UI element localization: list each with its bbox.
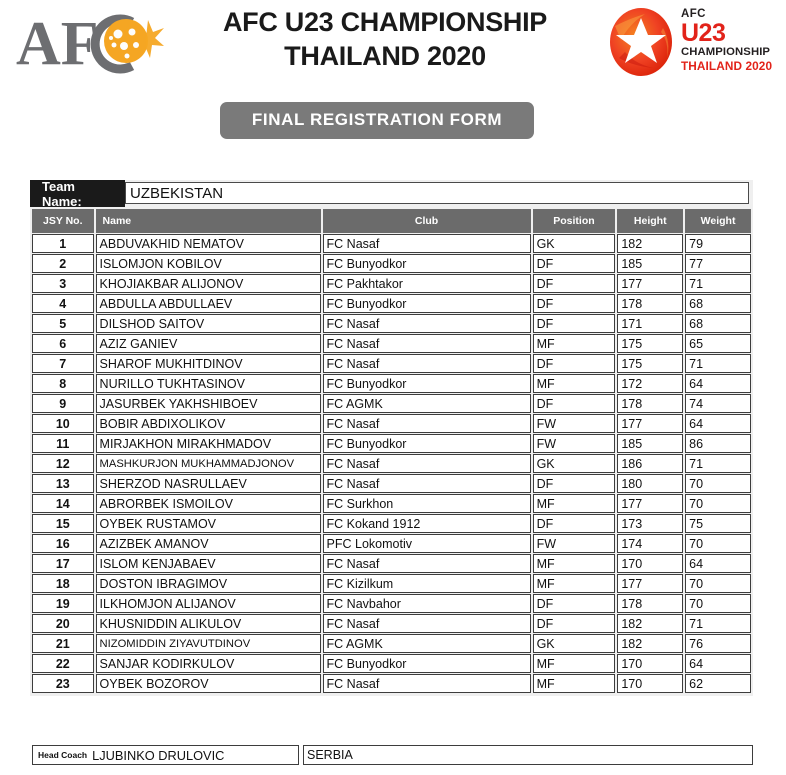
cell-weight[interactable]: 77 <box>685 254 751 273</box>
cell-weight[interactable]: 64 <box>685 414 751 433</box>
column-header-position: Position <box>533 209 616 233</box>
team-name-row <box>30 180 753 207</box>
cell-jsy[interactable]: 5 <box>32 314 94 333</box>
cell-name[interactable]: NIZOMIDDIN ZIYAVUTDINOV <box>96 634 321 653</box>
table-row <box>32 434 751 453</box>
cell-height[interactable]: 178 <box>617 394 683 413</box>
cell-position[interactable]: DF <box>533 514 616 533</box>
cell-height[interactable]: 175 <box>617 334 683 353</box>
cell-jsy[interactable]: 17 <box>32 554 94 573</box>
cell-name[interactable]: OYBEK BOZOROV <box>96 674 321 693</box>
cell-position[interactable]: MF <box>533 674 616 693</box>
table-row <box>32 334 751 353</box>
cell-club[interactable]: FC Bunyodkor <box>323 434 531 453</box>
u23-championship-logo <box>605 4 783 80</box>
cell-jsy[interactable]: 3 <box>32 274 94 293</box>
cell-position[interactable]: FW <box>533 414 616 433</box>
table-row <box>32 354 751 373</box>
cell-jsy[interactable]: 11 <box>32 434 94 453</box>
title-line-2: THAILAND 2020 <box>284 40 486 71</box>
final-registration-form-badge: FINAL REGISTRATION FORM <box>220 102 534 139</box>
table-row <box>32 494 751 513</box>
head-coach-label: Head Coach <box>38 750 88 760</box>
cell-jsy[interactable]: 20 <box>32 614 94 633</box>
table-row <box>32 654 751 673</box>
cell-height[interactable]: 178 <box>617 294 683 313</box>
cell-jsy[interactable]: 6 <box>32 334 94 353</box>
cell-name[interactable]: ILKHOMJON ALIJANOV <box>96 594 321 613</box>
cell-jsy[interactable]: 18 <box>32 574 94 593</box>
team-name-label: Team Name: <box>30 180 125 207</box>
registration-sheet <box>30 180 753 696</box>
cell-club[interactable]: FC Nasaf <box>323 674 531 693</box>
cell-jsy[interactable]: 12 <box>32 454 94 473</box>
cell-jsy[interactable]: 10 <box>32 414 94 433</box>
cell-club[interactable]: FC Nasaf <box>323 354 531 373</box>
cell-club[interactable]: FC Nasaf <box>323 234 531 253</box>
cell-club[interactable]: PFC Lokomotiv <box>323 534 531 553</box>
cell-club[interactable]: FC Bunyodkor <box>323 294 531 313</box>
cell-weight[interactable]: 64 <box>685 374 751 393</box>
cell-weight[interactable]: 74 <box>685 394 751 413</box>
head-coach-field[interactable] <box>32 745 299 765</box>
column-header-club: Club <box>323 209 531 233</box>
cell-name[interactable]: BOBIR ABDIXOLIKOV <box>96 414 321 433</box>
cell-position[interactable]: MF <box>533 334 616 353</box>
cell-height[interactable]: 177 <box>617 274 683 293</box>
cell-weight[interactable]: 70 <box>685 494 751 513</box>
table-row <box>32 254 751 273</box>
cell-name[interactable]: MIRJAKHON MIRAKHMADOV <box>96 434 321 453</box>
cell-position[interactable]: GK <box>533 634 616 653</box>
cell-club[interactable]: FC Kizilkum <box>323 574 531 593</box>
cell-jsy[interactable]: 22 <box>32 654 94 673</box>
table-row <box>32 294 751 313</box>
table-row <box>32 634 751 653</box>
cell-height[interactable]: 170 <box>617 654 683 673</box>
cell-height[interactable]: 175 <box>617 354 683 373</box>
form-badge-container <box>0 102 786 139</box>
cell-club[interactable]: FC Navbahor <box>323 594 531 613</box>
cell-club[interactable]: FC Nasaf <box>323 614 531 633</box>
cell-weight[interactable]: 64 <box>685 654 751 673</box>
table-body <box>32 234 751 693</box>
cell-height[interactable]: 178 <box>617 594 683 613</box>
cell-height[interactable]: 171 <box>617 314 683 333</box>
cell-weight[interactable]: 71 <box>685 354 751 373</box>
cell-position[interactable]: FW <box>533 434 616 453</box>
cell-weight[interactable]: 68 <box>685 314 751 333</box>
cell-club[interactable]: FC Nasaf <box>323 414 531 433</box>
cell-height[interactable]: 185 <box>617 254 683 273</box>
table-row <box>32 414 751 433</box>
cell-name[interactable]: ISLOM KENJABAEV <box>96 554 321 573</box>
cell-jsy[interactable]: 19 <box>32 594 94 613</box>
afc-logo-icon <box>14 8 164 76</box>
cell-weight[interactable]: 75 <box>685 514 751 533</box>
cell-weight[interactable]: 86 <box>685 434 751 453</box>
table-row <box>32 514 751 533</box>
cell-club[interactable]: FC Nasaf <box>323 454 531 473</box>
table-row <box>32 594 751 613</box>
cell-weight[interactable]: 62 <box>685 674 751 693</box>
cell-weight[interactable]: 79 <box>685 234 751 253</box>
cell-jsy[interactable]: 16 <box>32 534 94 553</box>
cell-jsy[interactable]: 13 <box>32 474 94 493</box>
cell-jsy[interactable]: 15 <box>32 514 94 533</box>
table-row <box>32 534 751 553</box>
cell-club[interactable]: FC Bunyodkor <box>323 374 531 393</box>
player-roster-table <box>30 208 753 694</box>
cell-weight[interactable]: 71 <box>685 614 751 633</box>
cell-club[interactable]: FC Bunyodkor <box>323 654 531 673</box>
cell-name[interactable]: DILSHOD SAITOV <box>96 314 321 333</box>
u23-ball-icon <box>605 6 677 78</box>
u23-logo-championship: CHAMPIONSHIP <box>681 45 771 58</box>
table-row <box>32 454 751 473</box>
cell-position[interactable]: DF <box>533 314 616 333</box>
table-row <box>32 234 751 253</box>
cell-name[interactable]: DOSTON IBRAGIMOV <box>96 574 321 593</box>
cell-position[interactable]: DF <box>533 274 616 293</box>
u23-logo-afc: AFC <box>681 8 706 20</box>
head-coach-row <box>32 745 753 765</box>
cell-name[interactable]: AZIZBEK AMANOV <box>96 534 321 553</box>
cell-weight[interactable]: 64 <box>685 554 751 573</box>
head-coach-country-input[interactable]: SERBIA <box>303 745 753 765</box>
u23-logo-u23: U23 <box>681 18 726 47</box>
cell-name[interactable]: JASURBEK YAKHSHIBOEV <box>96 394 321 413</box>
table-row <box>32 274 751 293</box>
cell-jsy[interactable]: 14 <box>32 494 94 513</box>
head-coach-name: LJUBINKO DRULOVIC <box>92 747 225 763</box>
svg-text:AF: AF <box>16 10 99 76</box>
cell-name[interactable]: KHUSNIDDIN ALIKULOV <box>96 614 321 633</box>
cell-position[interactable]: DF <box>533 594 616 613</box>
cell-jsy[interactable]: 21 <box>32 634 94 653</box>
table-row <box>32 554 751 573</box>
cell-name[interactable]: OYBEK RUSTAMOV <box>96 514 321 533</box>
cell-position[interactable]: GK <box>533 234 616 253</box>
cell-height[interactable]: 182 <box>617 234 683 253</box>
table-row <box>32 574 751 593</box>
cell-position[interactable]: MF <box>533 374 616 393</box>
table-row <box>32 474 751 493</box>
cell-height[interactable]: 177 <box>617 494 683 513</box>
cell-height[interactable]: 180 <box>617 474 683 493</box>
table-row <box>32 614 751 633</box>
cell-height[interactable]: 170 <box>617 554 683 573</box>
cell-jsy[interactable]: 8 <box>32 374 94 393</box>
cell-club[interactable]: FC AGMK <box>323 634 531 653</box>
cell-position[interactable]: GK <box>533 454 616 473</box>
cell-club[interactable]: FC Bunyodkor <box>323 254 531 273</box>
cell-club[interactable]: FC Kokand 1912 <box>323 514 531 533</box>
cell-name[interactable]: SHERZOD NASRULLAEV <box>96 474 321 493</box>
cell-weight[interactable]: 71 <box>685 274 751 293</box>
cell-position[interactable]: DF <box>533 294 616 313</box>
cell-weight[interactable]: 76 <box>685 634 751 653</box>
u23-logo-thailand: THAILAND 2020 <box>681 58 773 73</box>
cell-jsy[interactable]: 2 <box>32 254 94 273</box>
column-header-name: Name <box>96 209 321 233</box>
cell-jsy[interactable]: 4 <box>32 294 94 313</box>
cell-height[interactable]: 172 <box>617 374 683 393</box>
cell-position[interactable]: DF <box>533 394 616 413</box>
cell-height[interactable]: 173 <box>617 514 683 533</box>
cell-jsy[interactable]: 9 <box>32 394 94 413</box>
table-row <box>32 674 751 693</box>
cell-name[interactable]: ISLOMJON KOBILOV <box>96 254 321 273</box>
cell-club[interactable]: FC Nasaf <box>323 314 531 333</box>
u23-logo-text <box>681 8 781 74</box>
cell-height[interactable]: 182 <box>617 634 683 653</box>
cell-club[interactable]: FC Pakhtakor <box>323 274 531 293</box>
cell-position[interactable]: DF <box>533 474 616 493</box>
cell-height[interactable]: 186 <box>617 454 683 473</box>
cell-name[interactable]: ABRORBEK ISMOILOV <box>96 494 321 513</box>
cell-height[interactable]: 177 <box>617 574 683 593</box>
table-header-row <box>32 209 751 233</box>
cell-jsy[interactable]: 7 <box>32 354 94 373</box>
cell-club[interactable]: FC AGMK <box>323 394 531 413</box>
page-header <box>0 0 786 92</box>
title-line-1: AFC U23 CHAMPIONSHIP <box>222 7 548 37</box>
cell-height[interactable]: 170 <box>617 674 683 693</box>
cell-weight[interactable]: 70 <box>685 594 751 613</box>
table-row <box>32 374 751 393</box>
cell-jsy[interactable]: 1 <box>32 234 94 253</box>
column-header-jsy: JSY No. <box>32 209 94 233</box>
cell-position[interactable]: MF <box>533 494 616 513</box>
column-header-weight: Weight <box>685 209 751 233</box>
cell-height[interactable]: 182 <box>617 614 683 633</box>
cell-weight[interactable]: 68 <box>685 294 751 313</box>
cell-weight[interactable]: 70 <box>685 534 751 553</box>
cell-club[interactable]: FC Nasaf <box>323 474 531 493</box>
cell-height[interactable]: 174 <box>617 534 683 553</box>
cell-position[interactable]: DF <box>533 254 616 273</box>
cell-club[interactable]: FC Nasaf <box>323 554 531 573</box>
table-row <box>32 394 751 413</box>
cell-name[interactable]: ABDUVAKHID NEMATOV <box>96 234 321 253</box>
cell-weight[interactable]: 70 <box>685 574 751 593</box>
cell-name[interactable]: KHOJIAKBAR ALIJONOV <box>96 274 321 293</box>
cell-position[interactable]: DF <box>533 354 616 373</box>
cell-height[interactable]: 185 <box>617 434 683 453</box>
cell-position[interactable]: MF <box>533 554 616 573</box>
cell-weight[interactable]: 65 <box>685 334 751 353</box>
cell-name[interactable]: AZIZ GANIEV <box>96 334 321 353</box>
cell-height[interactable]: 177 <box>617 414 683 433</box>
cell-name[interactable]: ABDULLA ABDULLAEV <box>96 294 321 313</box>
cell-weight[interactable]: 70 <box>685 474 751 493</box>
cell-name[interactable]: NURILLO TUKHTASINOV <box>96 374 321 393</box>
cell-position[interactable]: MF <box>533 654 616 673</box>
cell-name[interactable]: MASHKURJON MUKHAMMADJONOV <box>96 454 321 473</box>
cell-club[interactable]: FC Surkhon <box>323 494 531 513</box>
column-header-height: Height <box>617 209 683 233</box>
cell-jsy[interactable]: 23 <box>32 674 94 693</box>
cell-position[interactable]: DF <box>533 614 616 633</box>
cell-name[interactable]: SHAROF MUKHITDINOV <box>96 354 321 373</box>
cell-weight[interactable]: 71 <box>685 454 751 473</box>
cell-name[interactable]: SANJAR KODIRKULOV <box>96 654 321 673</box>
page-title <box>175 6 595 74</box>
team-name-input[interactable]: UZBEKISTAN <box>125 182 749 204</box>
table-row <box>32 314 751 333</box>
cell-position[interactable]: MF <box>533 574 616 593</box>
cell-position[interactable]: FW <box>533 534 616 553</box>
cell-club[interactable]: FC Nasaf <box>323 334 531 353</box>
